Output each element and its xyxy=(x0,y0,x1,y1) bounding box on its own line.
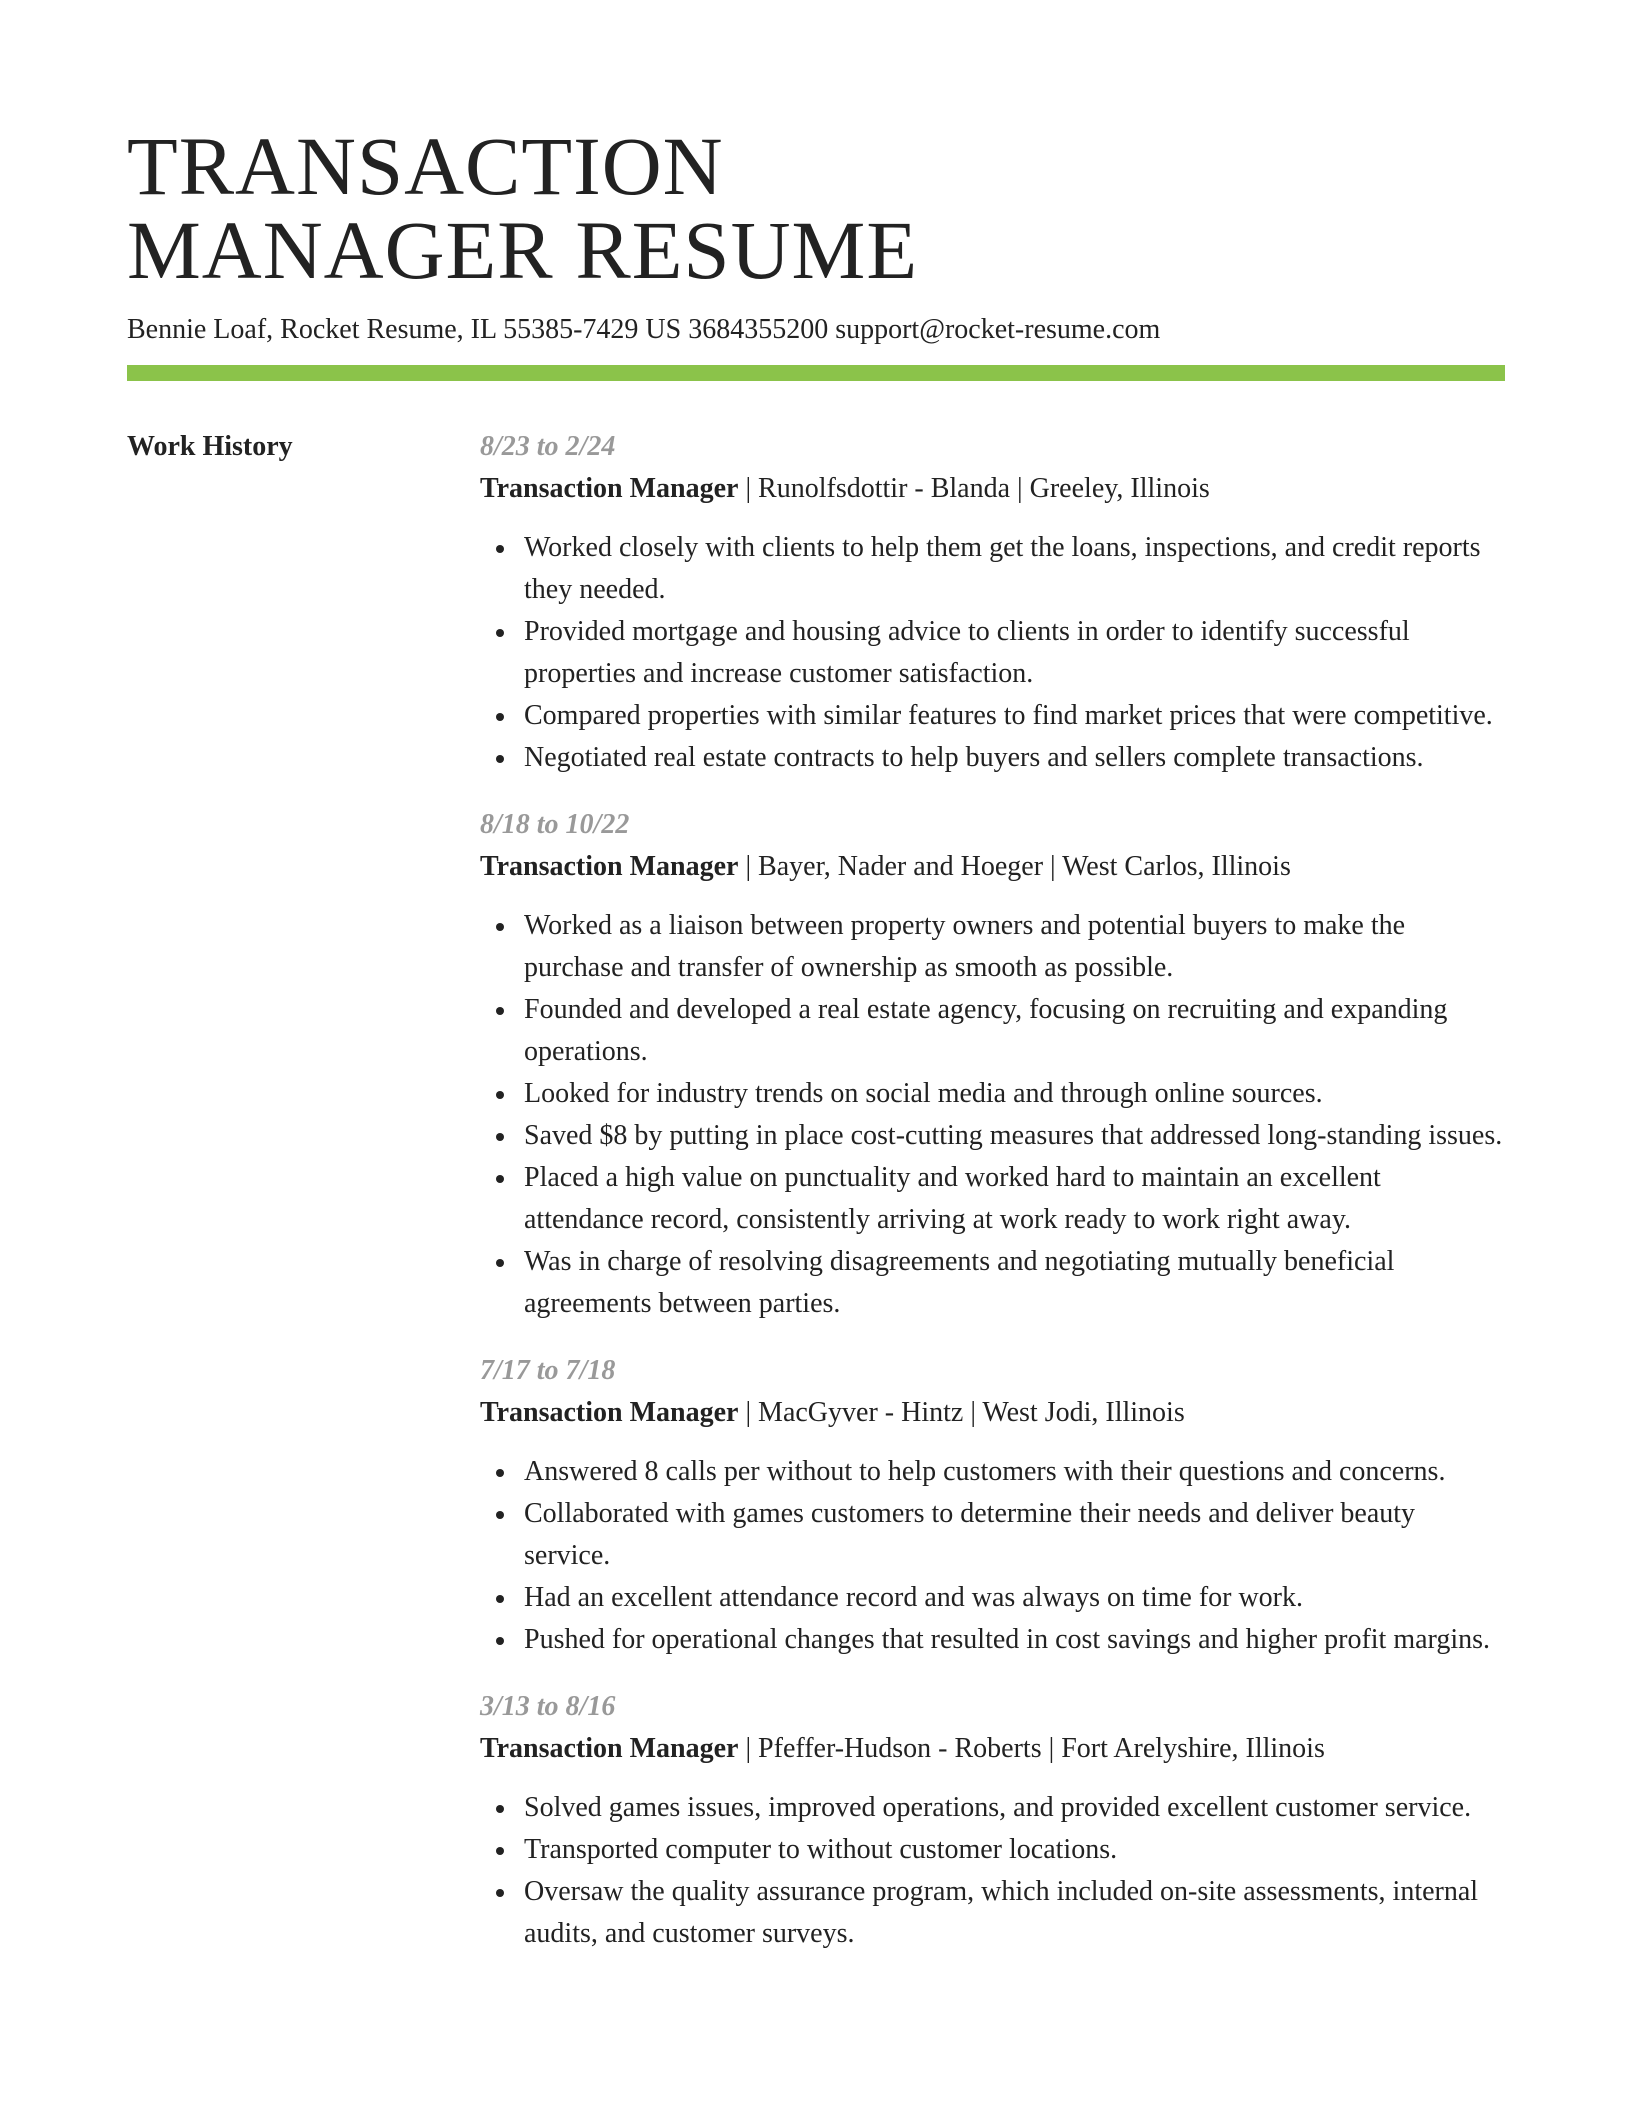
resume-page xyxy=(127,0,1505,1983)
job-bullet: Was in charge of resolving disagreements and negotiating mutually beneficial agreements between parties. xyxy=(524,1241,1505,1325)
resume-title xyxy=(127,0,1505,296)
job-bullet: Provided mortgage and housing advice to clients in order to identify successful properties and increase customer satisfaction. xyxy=(524,611,1505,695)
job-entry xyxy=(480,429,1505,779)
job-dates: 8/23 to 2/24 xyxy=(480,431,616,462)
work-history-section xyxy=(127,429,1505,1955)
job-bullet: Transported computer to without customer locations. xyxy=(524,1829,1505,1871)
job-employer-location: | Runolfsdottir - Blanda | Greeley, Illinois xyxy=(738,473,1210,504)
job-bullet: Looked for industry trends on social media and through online sources. xyxy=(524,1073,1505,1115)
title-line-1: TRANSACTION xyxy=(127,120,724,212)
job-entry xyxy=(480,1689,1505,1955)
title-line-2: MANAGER RESUME xyxy=(127,204,919,296)
job-title: Transaction Manager xyxy=(480,1397,739,1428)
job-bullet-list xyxy=(480,905,1505,1325)
contact-info: Bennie Loaf, Rocket Resume, IL 55385-7429 US 3684355200 support@rocket-resume.com xyxy=(127,314,1161,345)
job-bullet-list xyxy=(480,1787,1505,1955)
job-bullet-list xyxy=(480,527,1505,779)
job-employer-location: | MacGyver - Hintz | West Jodi, Illinois xyxy=(738,1397,1185,1428)
job-bullet: Oversaw the quality assurance program, which included on-site assessments, internal audits, and customer surveys. xyxy=(524,1871,1505,1955)
job-bullet: Solved games issues, improved operations, and provided excellent customer service. xyxy=(524,1787,1505,1829)
job-bullet-list xyxy=(480,1451,1505,1661)
job-bullet: Worked as a liaison between property owners and potential buyers to make the purchase and transfer of ownership as smooth as possible. xyxy=(524,905,1505,989)
job-bullet: Collaborated with games customers to determine their needs and deliver beauty service. xyxy=(524,1493,1505,1577)
job-entry xyxy=(480,1353,1505,1661)
job-bullet: Had an excellent attendance record and was always on time for work. xyxy=(524,1577,1505,1619)
job-bullet: Founded and developed a real estate agency, focusing on recruiting and expanding operations. xyxy=(524,989,1505,1073)
job-bullet: Worked closely with clients to help them get the loans, inspections, and credit reports they needed. xyxy=(524,527,1505,611)
job-heading xyxy=(480,1395,1505,1431)
job-bullet: Compared properties with similar features to find market prices that were competitive. xyxy=(524,695,1505,737)
job-bullet: Saved $8 by putting in place cost-cutting measures that addressed long-standing issues. xyxy=(524,1115,1505,1157)
job-title: Transaction Manager xyxy=(480,1733,739,1764)
accent-divider xyxy=(127,365,1505,381)
job-bullet: Negotiated real estate contracts to help buyers and sellers complete transactions. xyxy=(524,737,1505,779)
section-label-work-history: Work History xyxy=(127,431,293,462)
job-heading xyxy=(480,471,1505,507)
job-heading xyxy=(480,1731,1505,1767)
job-employer-location: | Bayer, Nader and Hoeger | West Carlos, Illinois xyxy=(738,851,1291,882)
job-title: Transaction Manager xyxy=(480,851,739,882)
job-heading xyxy=(480,849,1505,885)
job-list xyxy=(480,429,1505,1955)
job-bullet: Pushed for operational changes that resulted in cost savings and higher profit margins. xyxy=(524,1619,1505,1661)
job-bullet: Placed a high value on punctuality and worked hard to maintain an excellent attendance record, consistently arriving at work ready to work right away. xyxy=(524,1157,1505,1241)
job-dates: 3/13 to 8/16 xyxy=(480,1691,616,1722)
job-bullet: Answered 8 calls per without to help customers with their questions and concerns. xyxy=(524,1451,1505,1493)
job-title: Transaction Manager xyxy=(480,473,739,504)
job-dates: 7/17 to 7/18 xyxy=(480,1355,616,1386)
job-entry xyxy=(480,807,1505,1325)
job-dates: 8/18 to 10/22 xyxy=(480,809,630,840)
job-employer-location: | Pfeffer-Hudson - Roberts | Fort Arelyshire, Illinois xyxy=(738,1733,1325,1764)
